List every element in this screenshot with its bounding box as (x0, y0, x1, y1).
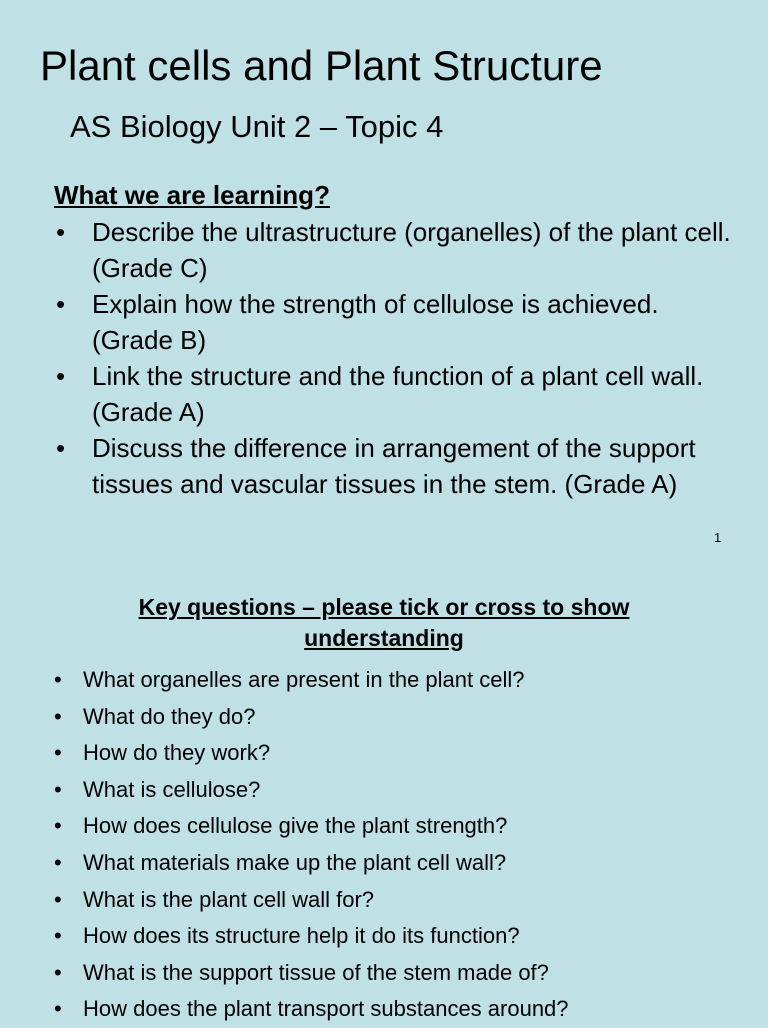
question-text: How does its structure help it do its function? (83, 923, 520, 949)
question-item (54, 662, 754, 699)
question-text: How does the plant transport substances around? (83, 996, 569, 1022)
question-item (54, 699, 754, 736)
question-text: What is the plant cell wall for? (83, 886, 375, 912)
question-item (54, 918, 754, 955)
bullet-icon: • (56, 289, 66, 319)
questions-list (54, 662, 754, 1028)
question-item (54, 808, 754, 845)
objective-text: Discuss the difference in arrangement of the support tissues and vascular tissues in the stem. (Grade A) (92, 433, 696, 499)
objective-item (54, 358, 744, 430)
bullet-icon: • (54, 849, 62, 875)
question-item (54, 735, 754, 772)
bullet-icon: • (54, 776, 62, 802)
bullet-icon: • (56, 361, 66, 391)
bullet-icon: • (54, 667, 62, 692)
objective-text: Describe the ultrastructure (organelles) of the plant cell. (Grade C) (92, 217, 731, 283)
question-text: How do they work? (83, 740, 271, 766)
bullet-icon: • (54, 923, 62, 949)
question-text: What is cellulose? (83, 776, 261, 802)
question-item (54, 955, 754, 992)
objective-item (54, 286, 744, 358)
objective-text: Explain how the strength of cellulose is achieved. (Grade B) (92, 289, 659, 355)
bullet-icon: • (56, 217, 66, 247)
page-number: 1 (714, 530, 722, 545)
bullet-icon: • (54, 703, 62, 729)
slide-subtitle: AS Biology Unit 2 – Topic 4 (70, 109, 444, 144)
bullet-icon: • (54, 959, 62, 985)
question-item (54, 845, 754, 882)
question-item (54, 882, 754, 919)
slide-key-questions (0, 560, 768, 1024)
bullet-icon: • (54, 740, 62, 766)
bullet-icon: • (54, 886, 62, 912)
question-text: What is the support tissue of the stem made of? (83, 959, 549, 985)
question-text: How does cellulose give the plant strength? (83, 813, 508, 839)
bullet-icon: • (54, 813, 62, 839)
key-questions-heading: Key questions – please tick or cross to show understanding (138, 594, 630, 651)
objective-text: Link the structure and the function of a plant cell wall. (Grade A) (92, 361, 704, 427)
objective-item (54, 214, 744, 286)
objective-item (54, 430, 744, 502)
slide-title: Plant cells and Plant Structure (40, 42, 603, 89)
learning-heading: What we are learning? (54, 180, 330, 210)
question-text: What organelles are present in the plant cell? (83, 667, 525, 692)
question-text: What materials make up the plant cell wall? (83, 849, 507, 875)
question-item (54, 991, 754, 1028)
bullet-icon: • (54, 996, 62, 1022)
question-text: What do they do? (83, 703, 256, 729)
question-item (54, 772, 754, 809)
objectives-list (54, 214, 744, 502)
bullet-icon: • (56, 433, 66, 463)
